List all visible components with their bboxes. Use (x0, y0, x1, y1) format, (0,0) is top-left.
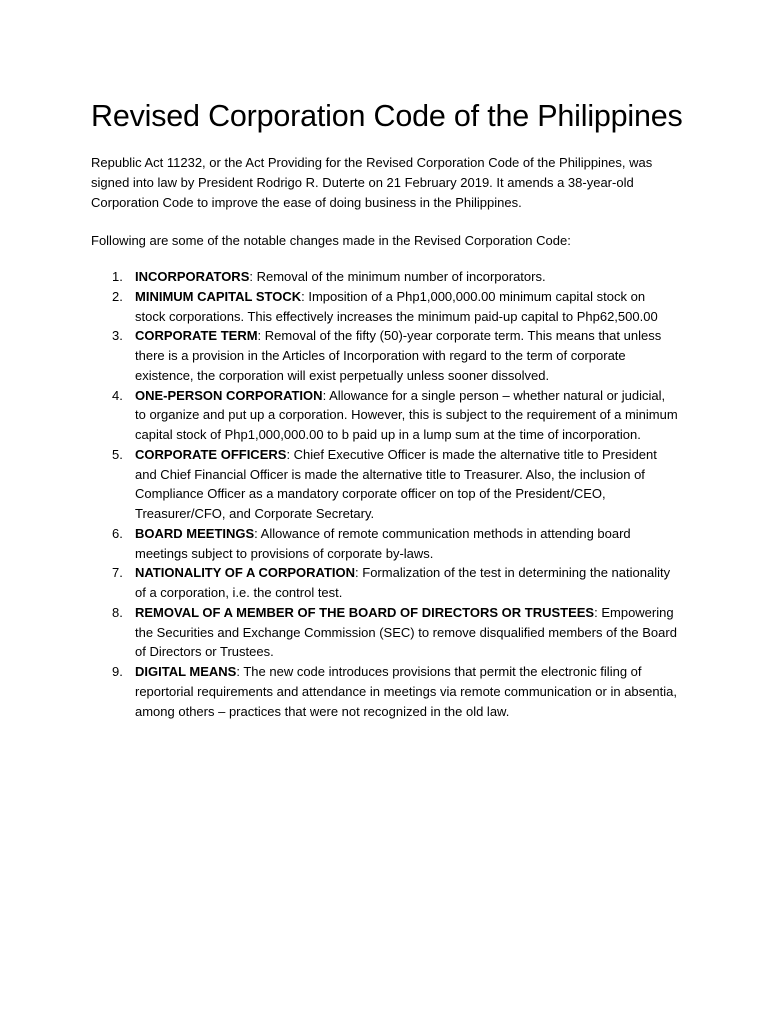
notable-changes-list (91, 267, 678, 721)
list-item-number: 2. (112, 288, 123, 304)
list-item-number: 5. (112, 446, 123, 462)
list-item (91, 386, 678, 445)
list-item-text: : Removal of the minimum number of incorporators. (249, 269, 546, 284)
list-item-number: 3. (112, 328, 123, 344)
list-item-term: NATIONALITY OF A CORPORATION (135, 565, 356, 581)
list-item-number: 4. (112, 387, 123, 403)
document-title: Revised Corporation Code of the Philippines (91, 99, 683, 133)
list-item-number: 8. (112, 604, 123, 620)
list-item-term: CORPORATE OFFICERS (135, 446, 287, 462)
list-item-text: : Allowance for a single person – whether natural or judicial, to organize and put up a corporation. However, this is subject to the requirement of a minimum capital stock of Php1,000,000.00 to b paid up in a lump sum at the time of incorporation. (135, 387, 678, 442)
list-item-text: : The new code introduces provisions that permit the electronic filing of reportorial requirements and attendance in meetings via remote communication or in absentia, among others – practices that were not recognized in the old law. (135, 664, 677, 719)
list-item-term: CORPORATE TERM (135, 328, 258, 344)
list-item (91, 267, 678, 287)
list-item-term: ONE-PERSON CORPORATION (135, 387, 323, 403)
list-item-term: DIGITAL MEANS (135, 664, 237, 679)
intro-paragraph: Republic Act 11232, or the Act Providing for the Revised Corporation Code of the Philippines, was signed into law by President Rodrigo R. Duterte on 21 February 2019. It amends a 38-year-old Corporation Code to improve the ease of doing business in the Philippines. (91, 155, 653, 210)
list-item-term: BOARD MEETINGS (135, 525, 255, 541)
list-item (91, 662, 678, 721)
list-item (91, 603, 678, 662)
changes-lead-paragraph: Following are some of the notable changes made in the Revised Corporation Code: (91, 233, 571, 248)
list-item-number: 7. (112, 565, 123, 581)
list-item (91, 563, 678, 603)
list-item-number: 1. (112, 269, 123, 284)
list-item-term: REMOVAL OF A MEMBER OF THE BOARD OF DIRECTORS OR TRUSTEES (135, 604, 595, 620)
list-item-text: : Removal of the fifty (50)-year corporate term. This means that unless there is a provision in the Articles of Incorporation with regard to the term of corporate existence, the corporation will exist perpetually unless sooner dissolved. (135, 328, 662, 383)
list-item-text: : Imposition of a Php1,000,000.00 minimum capital stock on stock corporations. This effectively increases the minimum paid-up capital to Php62,500.00 (135, 288, 658, 324)
list-item-number: 9. (112, 664, 123, 679)
list-item-text: : Empowering the Securities and Exchange Commission (SEC) to remove disqualified members of the Board of Directors or Trustees. (135, 604, 677, 660)
list-item-text: : Chief Executive Officer is made the alternative title to President and Chief Financial Officer is made the alternative title to Treasurer. Also, the inclusion of Compliance Officer as a mandatory corporate officer on top of the President/CEO, Treasurer/CFO, and Corporate Secretary. (135, 446, 657, 521)
list-item (91, 445, 678, 524)
list-item (91, 524, 678, 564)
list-item (91, 326, 678, 385)
list-item-term: MINIMUM CAPITAL STOCK (135, 288, 302, 304)
list-item-term: INCORPORATORS (135, 269, 250, 284)
list-item (91, 287, 678, 327)
list-item-text: : Allowance of remote communication methods in attending board meetings subject to provisions of corporate by-laws. (135, 525, 631, 561)
list-item-text: : Formalization of the test in determining the nationality of a corporation, i.e. the control test. (135, 565, 671, 600)
list-item-number: 6. (112, 525, 123, 541)
